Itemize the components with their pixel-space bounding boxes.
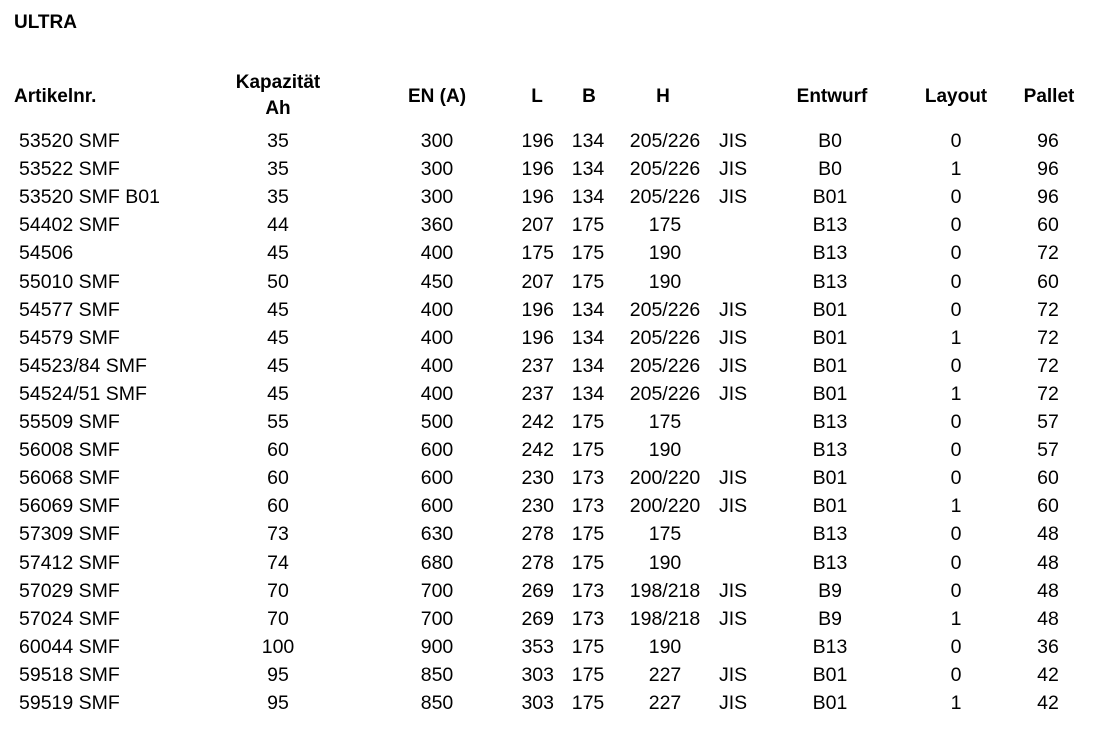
cell-artikelnr: 55010 SMF — [19, 270, 120, 293]
cell-b: 175 — [571, 214, 605, 237]
cell-kapazitaet: 70 — [267, 579, 289, 602]
cell-pallet: 57 — [1037, 411, 1059, 433]
cell-b: 175 — [571, 663, 605, 686]
cell-l: 278 — [521, 523, 554, 546]
cell-l: 230 — [521, 467, 554, 490]
cell-l: 196 — [521, 186, 554, 209]
cell-entwurf: B01 — [812, 298, 848, 321]
cell-en: 680 — [420, 551, 454, 574]
cell-en: 300 — [420, 130, 454, 152]
table-row — [0, 689, 1101, 717]
cell-entwurf: B13 — [812, 551, 848, 574]
cell-h: 190 — [648, 635, 682, 658]
cell-artikelnr: 53522 SMF — [19, 158, 120, 181]
header-kapazitaet-line2: Ah — [265, 98, 291, 119]
cell-b: 173 — [571, 495, 605, 518]
cell-kapazitaet: 44 — [267, 214, 289, 237]
cell-norm: JIS — [719, 298, 748, 321]
header-h: H — [656, 86, 670, 107]
cell-l: 230 — [521, 495, 554, 518]
cell-kapazitaet: 95 — [267, 692, 289, 714]
cell-h: 205/226 — [629, 158, 701, 181]
cell-entwurf: B01 — [812, 354, 848, 377]
cell-pallet: 72 — [1037, 298, 1059, 321]
cell-artikelnr: 54402 SMF — [19, 214, 120, 237]
table-row — [0, 324, 1101, 352]
header-b: B — [582, 86, 596, 107]
header-kapazitaet — [218, 70, 338, 122]
table-row — [0, 633, 1101, 661]
cell-artikelnr: 54524/51 SMF — [19, 382, 147, 405]
cell-artikelnr: 53520 SMF B01 — [19, 186, 160, 209]
cell-kapazitaet: 60 — [267, 439, 289, 462]
cell-h: 190 — [648, 270, 682, 293]
cell-h: 227 — [648, 663, 682, 686]
cell-artikelnr: 57029 SMF — [19, 579, 120, 602]
cell-artikelnr: 57412 SMF — [19, 551, 120, 574]
cell-pallet: 96 — [1037, 186, 1059, 209]
cell-b: 134 — [571, 130, 605, 152]
cell-h: 190 — [648, 242, 682, 265]
cell-layout: 0 — [950, 635, 962, 658]
cell-layout: 0 — [950, 242, 962, 265]
cell-h: 175 — [648, 523, 682, 546]
cell-entwurf: B13 — [812, 635, 848, 658]
cell-en: 630 — [420, 523, 454, 546]
cell-kapazitaet: 100 — [261, 635, 295, 658]
cell-artikelnr: 55509 SMF — [19, 411, 120, 433]
cell-artikelnr: 54577 SMF — [19, 298, 120, 321]
table-row — [0, 464, 1101, 492]
cell-l: 242 — [521, 439, 554, 462]
cell-kapazitaet: 74 — [267, 551, 289, 574]
cell-norm: JIS — [719, 130, 748, 152]
cell-norm: JIS — [719, 158, 748, 181]
cell-kapazitaet: 95 — [267, 663, 289, 686]
cell-b: 175 — [571, 270, 605, 293]
cell-h: 198/218 — [629, 607, 701, 630]
cell-entwurf: B01 — [812, 326, 848, 349]
cell-b: 134 — [571, 186, 605, 209]
cell-pallet: 60 — [1037, 270, 1059, 293]
cell-norm: JIS — [719, 495, 748, 518]
cell-h: 205/226 — [629, 130, 701, 152]
cell-layout: 0 — [950, 663, 962, 686]
cell-pallet: 48 — [1037, 579, 1059, 602]
cell-kapazitaet: 45 — [267, 242, 289, 265]
table-row — [0, 605, 1101, 633]
cell-pallet: 48 — [1037, 523, 1059, 546]
cell-h: 227 — [648, 692, 682, 714]
cell-l: 175 — [521, 242, 554, 265]
cell-pallet: 42 — [1037, 692, 1059, 714]
header-en: EN (A) — [407, 86, 467, 107]
cell-artikelnr: 59519 SMF — [19, 692, 120, 714]
table-row — [0, 549, 1101, 577]
cell-kapazitaet: 73 — [267, 523, 289, 546]
cell-l: 269 — [521, 579, 554, 602]
cell-artikelnr: 56008 SMF — [19, 439, 120, 462]
cell-artikelnr: 59518 SMF — [19, 663, 120, 686]
cell-layout: 0 — [950, 551, 962, 574]
cell-entwurf: B0 — [818, 130, 842, 152]
cell-kapazitaet: 70 — [267, 607, 289, 630]
cell-kapazitaet: 35 — [267, 130, 289, 152]
table-row — [0, 520, 1101, 548]
header-layout: Layout — [924, 86, 988, 107]
cell-norm: JIS — [719, 607, 748, 630]
cell-pallet: 72 — [1037, 326, 1059, 349]
cell-entwurf: B13 — [812, 242, 848, 265]
cell-layout: 1 — [950, 382, 962, 405]
cell-artikelnr: 56068 SMF — [19, 467, 120, 490]
cell-l: 278 — [521, 551, 554, 574]
cell-artikelnr: 54523/84 SMF — [19, 354, 147, 377]
cell-entwurf: B01 — [812, 467, 848, 490]
cell-h: 190 — [648, 439, 682, 462]
table-row — [0, 492, 1101, 520]
cell-layout: 0 — [950, 130, 962, 152]
cell-b: 175 — [571, 242, 605, 265]
cell-en: 400 — [420, 354, 454, 377]
cell-b: 175 — [571, 551, 605, 574]
cell-layout: 0 — [950, 214, 962, 237]
cell-l: 207 — [521, 214, 554, 237]
cell-norm: JIS — [719, 467, 748, 490]
cell-pallet: 72 — [1037, 382, 1059, 405]
cell-en: 500 — [420, 411, 454, 433]
table-row — [0, 239, 1101, 267]
cell-layout: 1 — [950, 607, 962, 630]
cell-kapazitaet: 45 — [267, 298, 289, 321]
cell-layout: 0 — [950, 439, 962, 462]
cell-kapazitaet: 35 — [267, 186, 289, 209]
header-l: L — [531, 86, 543, 107]
table-row — [0, 577, 1101, 605]
header-artikelnr: Artikelnr. — [14, 86, 97, 107]
cell-en: 300 — [420, 158, 454, 181]
cell-artikelnr: 53520 SMF — [19, 130, 120, 152]
cell-l: 196 — [521, 130, 554, 152]
cell-kapazitaet: 35 — [267, 158, 289, 181]
header-kapazitaet-line1: Kapazität — [235, 72, 321, 93]
cell-artikelnr: 57309 SMF — [19, 523, 120, 546]
cell-h: 190 — [648, 551, 682, 574]
cell-en: 600 — [420, 495, 454, 518]
header-entwurf: Entwurf — [796, 86, 868, 107]
cell-entwurf: B01 — [812, 382, 848, 405]
cell-entwurf: B13 — [812, 270, 848, 293]
cell-h: 200/220 — [629, 495, 701, 518]
cell-h: 205/226 — [629, 326, 701, 349]
table-row — [0, 268, 1101, 296]
table-row — [0, 211, 1101, 239]
cell-layout: 1 — [950, 495, 962, 518]
cell-b: 173 — [571, 579, 605, 602]
cell-l: 353 — [521, 635, 554, 658]
cell-en: 600 — [420, 439, 454, 462]
cell-layout: 1 — [950, 692, 962, 714]
cell-b: 173 — [571, 607, 605, 630]
cell-artikelnr: 57024 SMF — [19, 607, 120, 630]
cell-b: 175 — [571, 439, 605, 462]
cell-l: 207 — [521, 270, 554, 293]
table-row — [0, 661, 1101, 689]
cell-entwurf: B01 — [812, 663, 848, 686]
cell-kapazitaet: 60 — [267, 467, 289, 490]
cell-l: 242 — [521, 411, 554, 433]
cell-h: 205/226 — [629, 354, 701, 377]
cell-pallet: 60 — [1037, 495, 1059, 518]
cell-layout: 0 — [950, 270, 962, 293]
table-row — [0, 296, 1101, 324]
cell-l: 196 — [521, 298, 554, 321]
cell-en: 700 — [420, 607, 454, 630]
cell-kapazitaet: 55 — [267, 411, 289, 433]
cell-entwurf: B01 — [812, 692, 848, 714]
cell-en: 400 — [420, 298, 454, 321]
cell-h: 205/226 — [629, 382, 701, 405]
cell-l: 237 — [521, 354, 554, 377]
cell-entwurf: B9 — [818, 607, 842, 630]
cell-entwurf: B9 — [818, 579, 842, 602]
cell-en: 900 — [420, 635, 454, 658]
cell-norm: JIS — [719, 354, 748, 377]
cell-norm: JIS — [719, 663, 748, 686]
cell-norm: JIS — [719, 326, 748, 349]
cell-b: 175 — [571, 635, 605, 658]
cell-b: 134 — [571, 298, 605, 321]
cell-layout: 1 — [950, 158, 962, 181]
cell-b: 175 — [571, 523, 605, 546]
table-row — [0, 408, 1101, 436]
cell-norm: JIS — [719, 692, 748, 714]
cell-l: 196 — [521, 158, 554, 181]
cell-h: 198/218 — [629, 579, 701, 602]
table-row — [0, 183, 1101, 211]
cell-pallet: 72 — [1037, 354, 1059, 377]
cell-norm: JIS — [719, 186, 748, 209]
cell-layout: 1 — [950, 326, 962, 349]
table-row — [0, 380, 1101, 408]
page-title: ULTRA — [14, 12, 77, 33]
table-row — [0, 436, 1101, 464]
cell-layout: 0 — [950, 186, 962, 209]
cell-pallet: 48 — [1037, 607, 1059, 630]
cell-layout: 0 — [950, 298, 962, 321]
cell-pallet: 72 — [1037, 242, 1059, 265]
cell-en: 850 — [420, 663, 454, 686]
cell-entwurf: B0 — [818, 158, 842, 181]
cell-en: 700 — [420, 579, 454, 602]
cell-entwurf: B13 — [812, 214, 848, 237]
cell-l: 237 — [521, 382, 554, 405]
cell-en: 300 — [420, 186, 454, 209]
cell-en: 850 — [420, 692, 454, 714]
cell-kapazitaet: 50 — [267, 270, 289, 293]
cell-b: 175 — [571, 411, 605, 433]
cell-artikelnr: 54506 — [19, 242, 74, 265]
cell-pallet: 60 — [1037, 467, 1059, 490]
cell-pallet: 60 — [1037, 214, 1059, 237]
cell-entwurf: B13 — [812, 411, 848, 433]
cell-kapazitaet: 45 — [267, 354, 289, 377]
cell-h: 175 — [648, 411, 682, 433]
cell-layout: 0 — [950, 467, 962, 490]
table-row — [0, 127, 1101, 155]
cell-en: 400 — [420, 382, 454, 405]
cell-l: 269 — [521, 607, 554, 630]
cell-en: 450 — [420, 270, 454, 293]
cell-pallet: 96 — [1037, 158, 1059, 181]
cell-artikelnr: 56069 SMF — [19, 495, 120, 518]
cell-l: 303 — [521, 692, 554, 714]
cell-layout: 0 — [950, 354, 962, 377]
cell-kapazitaet: 45 — [267, 382, 289, 405]
cell-h: 205/226 — [629, 186, 701, 209]
cell-pallet: 42 — [1037, 663, 1059, 686]
cell-entwurf: B01 — [812, 186, 848, 209]
cell-en: 400 — [420, 242, 454, 265]
cell-b: 175 — [571, 692, 605, 714]
cell-b: 134 — [571, 158, 605, 181]
cell-kapazitaet: 60 — [267, 495, 289, 518]
cell-en: 600 — [420, 467, 454, 490]
cell-b: 134 — [571, 382, 605, 405]
table-row — [0, 155, 1101, 183]
cell-pallet: 48 — [1037, 551, 1059, 574]
cell-layout: 0 — [950, 579, 962, 602]
cell-entwurf: B13 — [812, 523, 848, 546]
cell-artikelnr: 60044 SMF — [19, 635, 120, 658]
cell-en: 360 — [420, 214, 454, 237]
cell-pallet: 36 — [1037, 635, 1059, 658]
cell-entwurf: B13 — [812, 439, 848, 462]
cell-l: 196 — [521, 326, 554, 349]
cell-artikelnr: 54579 SMF — [19, 326, 120, 349]
cell-b: 173 — [571, 467, 605, 490]
table-row — [0, 352, 1101, 380]
cell-pallet: 96 — [1037, 130, 1059, 152]
cell-layout: 0 — [950, 523, 962, 546]
cell-kapazitaet: 45 — [267, 326, 289, 349]
cell-norm: JIS — [719, 579, 748, 602]
cell-layout: 0 — [950, 411, 962, 433]
cell-en: 400 — [420, 326, 454, 349]
header-pallet: Pallet — [1023, 86, 1075, 107]
cell-norm: JIS — [719, 382, 748, 405]
cell-pallet: 57 — [1037, 439, 1059, 462]
cell-h: 175 — [648, 214, 682, 237]
cell-l: 303 — [521, 663, 554, 686]
cell-h: 205/226 — [629, 298, 701, 321]
cell-b: 134 — [571, 354, 605, 377]
cell-b: 134 — [571, 326, 605, 349]
cell-h: 200/220 — [629, 467, 701, 490]
cell-entwurf: B01 — [812, 495, 848, 518]
